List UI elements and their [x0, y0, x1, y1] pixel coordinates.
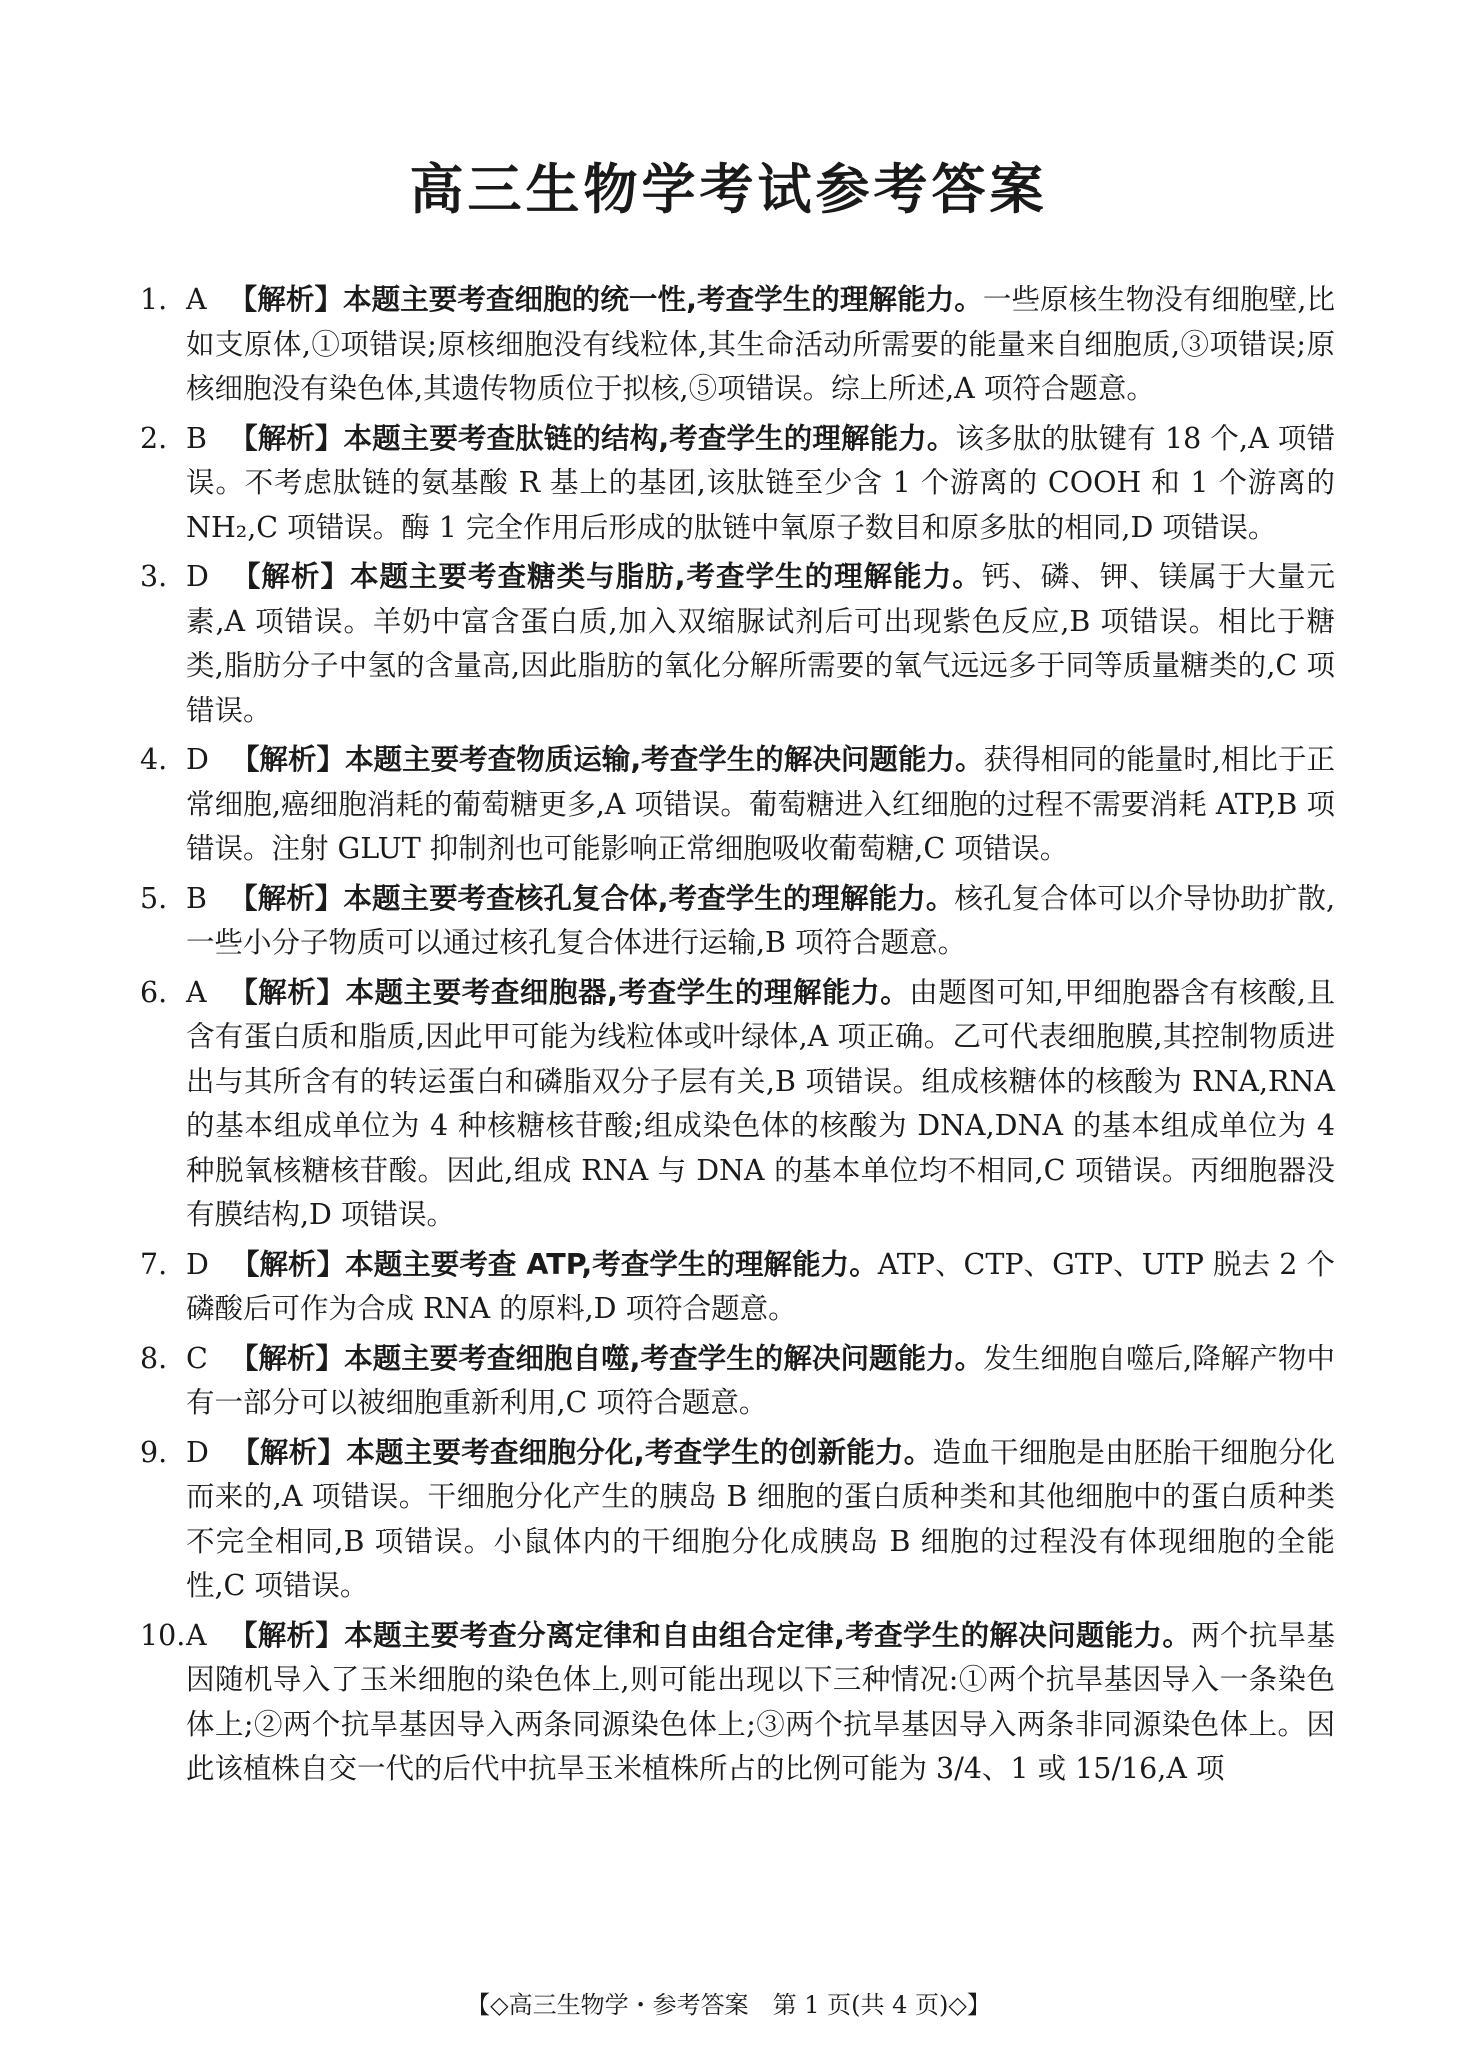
analysis-tag: 【解析】: [228, 421, 344, 455]
answer-item-2: [140, 417, 1335, 551]
analysis-text: 由题图可知,甲细胞器含有核酸,且含有蛋白质和脂质,因此甲可能为线粒体或叶绿体,A 项正确。乙可代表细胞膜,其控制物质进出与其所含有的转运蛋白和磷脂双分子层有关,B 项错误。组成核糖体的核酸为 RNA,RNA 的基本组成单位为 4 种核糖核苷酸;组成染色体的核酸为 DNA,DNA 的基本组成单位为 4 种脱氧核糖核苷酸。因此,组成 RNA 与 DNA 的基本单位均不相同,C 项错误。丙细胞器没有膜结构,D 项错误。: [186, 975, 1335, 1231]
analysis-tag: 【解析】: [230, 560, 350, 593]
analysis-text: 获得相同的能量时,相比于正常细胞,癌细胞消耗的葡萄糖更多,A 项错误。葡萄糖进入红细胞的过程不需要消耗 ATP,B 项错误。注射 GLUT 抑制剂也可能影响正常细胞吸收葡萄糖,C 项错误。: [186, 743, 1335, 865]
answer-choice: B: [186, 421, 207, 455]
answer-choice: B: [186, 881, 207, 915]
analysis-topic: 本题主要考查细胞的统一性,考查学生的理解能力。: [343, 283, 983, 316]
answer-item-4: [140, 738, 1335, 872]
answer-choice: A: [186, 975, 207, 1009]
page-title: 高三生物学考试参考答案: [409, 158, 1048, 221]
answer-item-8: [140, 1337, 1335, 1426]
analysis-tag: 【解析】: [228, 975, 346, 1009]
answer-number: 3.: [140, 560, 168, 593]
answer-item-6: [140, 971, 1335, 1238]
answer-number: 9.: [140, 1435, 168, 1469]
answer-number: 6.: [140, 975, 168, 1009]
answer-item-3: [140, 555, 1335, 733]
analysis-text: 两个抗旱基因随机导入了玉米细胞的染色体上,则可能出现以下三种情况:①两个抗旱基因导入一条染色体上;②两个抗旱基因导入两条同源染色体上;③两个抗旱基因导入两条非同源染色体上。因此该植株自交一代的后代中抗旱玉米植株所占的比例可能为 3/4、1 或 15/16,A 项: [186, 1618, 1335, 1785]
analysis-topic: 本题主要考查细胞器,考查学生的理解能力。: [345, 975, 910, 1009]
analysis-tag: 【解析】: [228, 881, 344, 915]
analysis-text: 发生细胞自噬后,降解产物中有一部分可以被细胞重新利用,C 项符合题意。: [186, 1341, 1335, 1419]
analysis-topic: 本题主要考查细胞自噬,考查学生的解决问题能力。: [344, 1341, 984, 1375]
analysis-text: 该多肽的肽键有 18 个,A 项错误。不考虑肽链的氨基酸 R 基上的基团,该肽链至少含 1 个游离的 COOH 和 1 个游离的 NH₂,C 项错误。酶 1 完全作用后形成的肽链中氧原子数目和原多肽的相同,D 项错误。: [186, 421, 1335, 544]
analysis-topic: 本题主要考查分离定律和自由组合定律,考查学生的解决问题能力。: [344, 1618, 1192, 1652]
answer-choice: C: [186, 1341, 208, 1375]
analysis-text: 造血干细胞是由胚胎干细胞分化而来的,A 项错误。干细胞分化产生的胰岛 B 细胞的蛋白质种类和其他细胞中的蛋白质种类不完全相同,B 项错误。小鼠体内的干细胞分化成胰岛 B 细胞的过程没有体现细胞的全能性,C 项错误。: [186, 1435, 1335, 1602]
analysis-topic: 本题主要考查 ATP,考查学生的理解能力。: [345, 1247, 878, 1281]
answer-choice: A: [186, 1618, 207, 1652]
analysis-topic: 本题主要考查物质运输,考查学生的解决问题能力。: [345, 743, 984, 776]
answer-choice: D: [186, 560, 209, 593]
answer-choice: D: [186, 743, 209, 776]
answer-item-5: [140, 877, 1335, 966]
analysis-tag: 【解析】: [228, 283, 344, 316]
answer-number: 7.: [140, 1247, 168, 1281]
answer-choice: D: [186, 1247, 209, 1281]
analysis-tag: 【解析】: [230, 743, 346, 776]
page-footer: 【◇高三生物学・参考答案 第 1 页(共 4 页)◇】: [466, 1991, 991, 2019]
analysis-tag: 【解析】: [229, 1341, 345, 1375]
analysis-tag: 【解析】: [230, 1435, 347, 1469]
analysis-text: 一些原核生物没有细胞壁,比如支原体,①项错误;原核细胞没有线粒体,其生命活动所需要的能量来自细胞质,③项错误;原核细胞没有染色体,其遗传物质位于拟核,⑤项错误。综上所述,A 项符合题意。: [186, 283, 1335, 405]
analysis-text: 钙、磷、钾、镁属于大量元素,A 项错误。羊奶中富含蛋白质,加入双缩脲试剂后可出现紫色反应,B 项错误。相比于糖类,脂肪分子中氢的含量高,因此脂肪的氧化分解所需要的氧气远远多于同等质量糖类的,C 项错误。: [186, 560, 1335, 727]
analysis-text: 核孔复合体可以介导协助扩散,一些小分子物质可以通过核孔复合体进行运输,B 项符合题意。: [186, 881, 1335, 959]
answer-list: [140, 278, 1335, 1797]
answer-choice: A: [186, 283, 207, 316]
answer-item-7: [140, 1243, 1335, 1332]
analysis-topic: 本题主要考查肽链的结构,考查学生的理解能力。: [343, 421, 956, 455]
analysis-tag: 【解析】: [228, 1618, 345, 1652]
answer-choice: D: [186, 1435, 209, 1469]
answer-number: 4.: [140, 743, 168, 776]
answer-item-10: [140, 1614, 1335, 1792]
answer-item-9: [140, 1431, 1335, 1609]
analysis-text: ATP、CTP、GTP、UTP 脱去 2 个磷酸后可作为合成 RNA 的原料,D 项符合题意。: [186, 1247, 1335, 1325]
analysis-topic: 本题主要考查细胞分化,考查学生的创新能力。: [346, 1435, 933, 1469]
answer-number: 1.: [140, 283, 168, 316]
analysis-topic: 本题主要考查核孔复合体,考查学生的理解能力。: [343, 881, 955, 915]
answer-number: 5.: [140, 881, 168, 915]
answer-item-1: [140, 278, 1335, 412]
answer-number: 8.: [140, 1341, 168, 1375]
answer-number: 2.: [140, 421, 168, 455]
answer-number: 10.: [140, 1618, 186, 1652]
analysis-topic: 本题主要考查糖类与脂肪,考查学生的理解能力。: [349, 560, 982, 593]
analysis-tag: 【解析】: [230, 1247, 346, 1281]
